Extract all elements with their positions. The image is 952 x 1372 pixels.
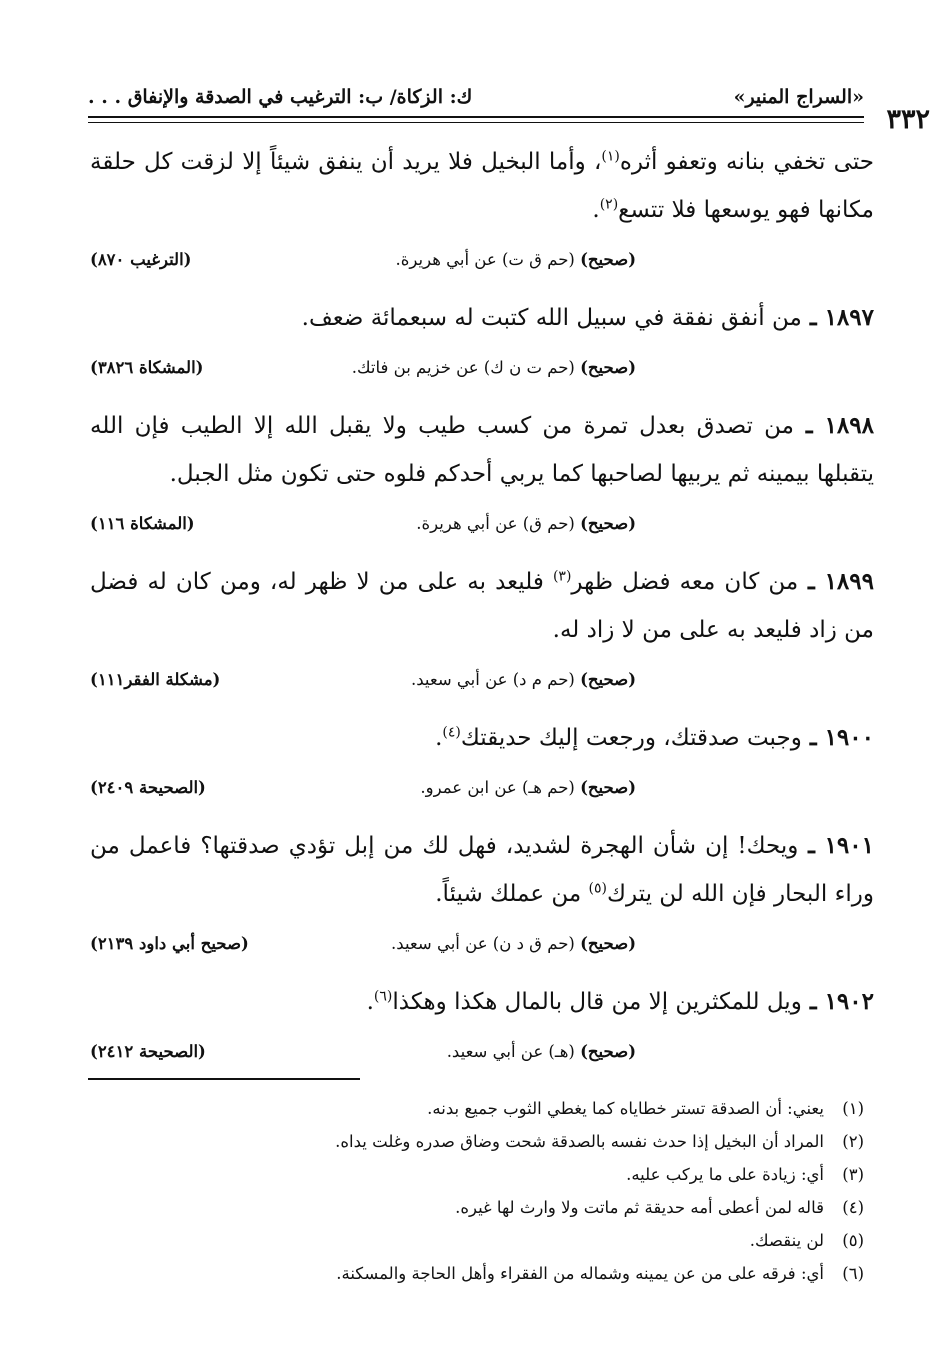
- hadith-entry: [90, 714, 874, 808]
- hadith-reference: (الصحيحة ٢٤٠٩): [90, 778, 206, 797]
- footnote-number: (٦): [842, 1264, 864, 1283]
- chapter-title: ك: الزكاة/ ب: الترغيب في الصدقة والإنفاق . . .: [88, 86, 473, 108]
- header-rule: [88, 116, 864, 118]
- hadith-grade: (صحيح) (حم م د) عن أبي سعيد.: [411, 670, 636, 689]
- footnote-marker: (٢): [599, 196, 619, 213]
- hadith-source: [90, 778, 874, 808]
- hadith-number: ١٩٠٢ ـ: [801, 988, 874, 1015]
- hadith-entry: [90, 822, 874, 964]
- hadith-text: ١٨٩٧ ـ من أنفق نفقة في سبيل الله كتبت له سبعمائة ضعف.: [301, 304, 874, 331]
- hadith-text: ١٩٠٢ ـ ويل للمكثرين إلا من قال بالمال هكذا وهكذا$^{(٦)}$.: [366, 988, 874, 1015]
- hadith-reference: (صحيح أبي داود ٢١٣٩): [90, 934, 249, 953]
- footnote: [88, 1158, 864, 1191]
- hadith-grade: (صحيح) (حم ق د ن) عن أبي سعيد.: [391, 934, 636, 953]
- footnote-number: (١): [842, 1099, 864, 1118]
- hadith-source: [90, 934, 874, 964]
- hadith-source: [90, 250, 874, 280]
- footnote-marker: (١): [601, 148, 620, 165]
- footnote-marker: (٥): [588, 880, 607, 897]
- hadith-number: ١٨٩٩ ـ: [798, 568, 874, 595]
- hadith-grade: (صحيح) (حم ق ت) عن أبي هريرة.: [395, 250, 636, 269]
- hadith-reference: (مشكلة الفقر١١١): [90, 670, 221, 689]
- hadith-source: [90, 1042, 874, 1072]
- footnote-text: لن ينقصك.: [749, 1231, 824, 1250]
- hadith-source: [90, 514, 874, 544]
- hadith-reference: (المشكاة ٣٨٢٦): [90, 358, 204, 377]
- hadith-entry: [90, 978, 874, 1072]
- footnote-number: (٣): [842, 1165, 864, 1184]
- footnote: [88, 1191, 864, 1224]
- footnote-number: (٢): [842, 1132, 864, 1151]
- hadith-grade: (صحيح) (حم ت ن ك) عن خزيم بن فاتك.: [351, 358, 636, 377]
- footnote-text: المراد أن البخيل إذا حدث نفسه بالصدقة شحت وضاق صدره وغلت يداه.: [335, 1132, 824, 1151]
- hadith-grade: (صحيح) (حم هـ) عن ابن عمرو.: [420, 778, 636, 797]
- footnote: [88, 1257, 864, 1290]
- hadith-grade: (صحيح) (هـ) عن أبي سعيد.: [446, 1042, 636, 1061]
- footnote: [88, 1224, 864, 1257]
- page-number: ٣٣٢: [886, 104, 930, 135]
- footnote-number: (٥): [842, 1231, 864, 1250]
- footnote-marker: (٤): [442, 724, 461, 741]
- hadith-reference: (الترغيب ٨٧٠): [90, 250, 192, 269]
- footnote-text: يعني: أن الصدقة تستر خطاياه كما يغطي الثوب جميع بدنه.: [427, 1099, 824, 1118]
- hadith-text: ١٩٠١ ـ ويحك! إن شأن الهجرة لشديد، فهل لك من إبل تؤدي صدقتها؟ فاعمل من وراء البحار فإن الله لن يترك$^{(٥)}$ من عملك شيئاً.: [90, 832, 874, 907]
- book-title: «السراج المنير»: [733, 86, 864, 108]
- hadith-entry: [90, 558, 874, 700]
- footnote-separator: [88, 1078, 360, 1080]
- footnote-marker: (٦): [373, 988, 393, 1005]
- footnotes: [88, 1092, 864, 1290]
- hadith-source: [90, 670, 874, 700]
- footnote-text: قاله لمن أعطى أمه حديقة ثم ماتت ولا وارث لها غيره.: [455, 1198, 824, 1217]
- hadith-text: ١٨٩٩ ـ من كان معه فضل ظهر$^{(٣)}$ فليعد به على من لا ظهر له، ومن كان له فضل من زاد فليعد به على من لا زاد له.: [90, 568, 874, 643]
- hadith-reference: (المشكاة ١١٦): [90, 514, 195, 533]
- hadith-reference: (الصحيحة ٢٤١٢): [90, 1042, 206, 1061]
- footnote-text: أي: زيادة على ما يركب عليه.: [626, 1165, 824, 1184]
- footnote: [88, 1092, 864, 1125]
- hadith-entry: [90, 402, 874, 544]
- hadith-list: [90, 138, 874, 1086]
- hadith-number: ١٨٩٧ ـ: [801, 304, 874, 331]
- hadith-text: حتى تخفي بنانه وتعفو أثره$^{(١)}$، وأما البخيل فلا يريد أن ينفق شيئاً إلا لزقت كل حلقة مكانها فهو يوسعها فلا تتسع$^{(٢)}$.: [90, 148, 874, 223]
- header-rule-thin: [88, 122, 864, 123]
- hadith-number: ١٨٩٨ ـ: [793, 412, 874, 439]
- footnote-number: (٤): [842, 1198, 864, 1217]
- hadith-grade: (صحيح) (حم ق) عن أبي هريرة.: [416, 514, 636, 533]
- hadith-text: ١٨٩٨ ـ من تصدق بعدل تمرة من كسب طيب ولا يقبل الله إلا الطيب فإن الله يتقبلها بيمينه ثم يربيها لصاحبها كما يربي أحدكم فلوه حتى تكون مثل الجبل.: [90, 412, 874, 487]
- footnote-marker: (٣): [552, 568, 572, 585]
- footnote: [88, 1125, 864, 1158]
- footnote-text: أي: فرقه على من عن يمينه وشماله من الفقراء وأهل الحاجة والمسكنة.: [336, 1264, 824, 1283]
- hadith-entry: [90, 138, 874, 280]
- hadith-entry: [90, 294, 874, 388]
- hadith-number: ١٩٠١ ـ: [798, 832, 874, 859]
- hadith-source: [90, 358, 874, 388]
- hadith-number: ١٩٠٠ ـ: [801, 724, 874, 751]
- running-header: [88, 86, 930, 135]
- hadith-text: ١٩٠٠ ـ وجبت صدقتك، ورجعت إليك حديقتك$^{(٤)}$.: [435, 724, 874, 751]
